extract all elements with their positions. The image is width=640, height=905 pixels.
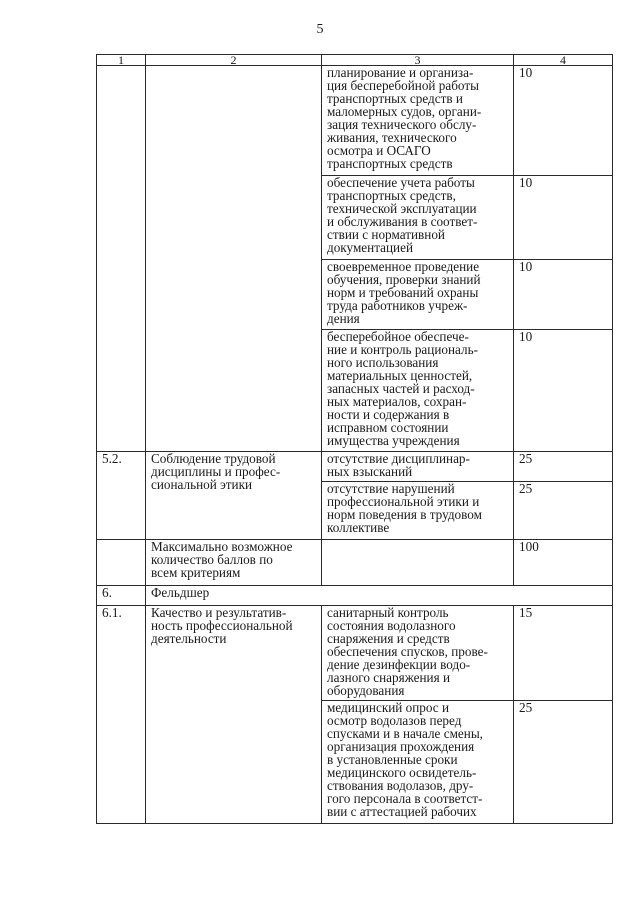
points-cell: 15 <box>514 606 613 701</box>
criterion-cell <box>146 66 322 452</box>
points-cell: 25 <box>514 452 613 482</box>
row-number-cell <box>97 66 146 452</box>
page-number: 5 <box>316 22 324 37</box>
column-number-row <box>97 55 613 66</box>
indicator-text: обеспечение учета работы транспортных средств, технической эксплуатации и обслуживания в соответ- ствии с нормативной документацией <box>327 175 478 255</box>
criterion-cell <box>146 540 322 586</box>
criterion-cell <box>146 452 322 540</box>
points-cell: 25 <box>514 482 613 540</box>
points-cell: 10 <box>514 330 613 452</box>
section-title: Фельдшер <box>146 586 613 606</box>
criterion-text: Соблюдение трудовой дисциплины и профес- сиональной этики <box>151 451 281 492</box>
criterion-text: Максимально возможное количество баллов по всем критериям <box>151 539 293 580</box>
column-number: 4 <box>514 55 613 66</box>
table-row <box>97 606 613 701</box>
indicator-cell <box>322 482 514 540</box>
column-number: 2 <box>146 55 322 66</box>
indicator-cell <box>322 701 514 824</box>
points-cell: 10 <box>514 260 613 330</box>
indicator-text: бесперебойное обеспече- ние и контроль рациональ- ного использования материальных ценностей, запасных частей и расход- ных материалов, сохран- ности и содержания в исправном состоянии имущества учреждения <box>327 329 479 448</box>
row-number-cell: 6. <box>97 586 146 606</box>
column-number: 1 <box>97 55 146 66</box>
table-row <box>97 452 613 482</box>
indicator-cell <box>322 260 514 330</box>
section-row <box>97 586 613 606</box>
indicator-cell <box>322 606 514 701</box>
points-cell: 10 <box>514 176 613 260</box>
criterion-text: Качество и результатив- ность профессиональной деятельности <box>151 605 293 646</box>
row-number-cell: 5.2. <box>97 452 146 540</box>
indicator-cell <box>322 66 514 176</box>
points-cell: 10 <box>514 66 613 176</box>
table-row <box>97 540 613 586</box>
column-number: 3 <box>322 55 514 66</box>
row-number-cell <box>97 540 146 586</box>
indicator-text: отсутствие нарушений профессиональной этики и норм поведения в трудовом коллективе <box>327 481 482 535</box>
indicator-cell <box>322 330 514 452</box>
points-cell: 100 <box>514 540 613 586</box>
indicator-text: санитарный контроль состояния водолазного снаряжения и средств обеспечения спусков, прове- дение дезинфекции водо- лазного снаряжения и оборудования <box>327 605 488 698</box>
row-number-cell: 6.1. <box>97 606 146 824</box>
indicator-cell <box>322 540 514 586</box>
indicator-text: своевременное проведение обучения, проверки знаний норм и требований охраны труда работников учреж- дения <box>327 259 481 326</box>
indicator-cell <box>322 452 514 482</box>
criterion-cell <box>146 606 322 824</box>
points-cell: 25 <box>514 701 613 824</box>
indicator-cell <box>322 176 514 260</box>
indicator-text: отсутствие дисциплинар- ных взысканий <box>327 451 470 479</box>
table-row <box>97 66 613 176</box>
indicator-text: медицинский опрос и осмотр водолазов перед спусками и в начале смены, организация прохождения в установленные сроки медицинского освидетель- ствования водолазов, дру- гого персонала в соответст- вии с аттестацией рабочих <box>327 700 483 819</box>
indicator-text: планирование и организа- ция бесперебойной работы транспортных средств и маломерных судов, органи- зация технического обслу- живания, технического осмотра и ОСАГО транспортных средств <box>327 65 482 171</box>
criteria-table <box>96 54 613 824</box>
